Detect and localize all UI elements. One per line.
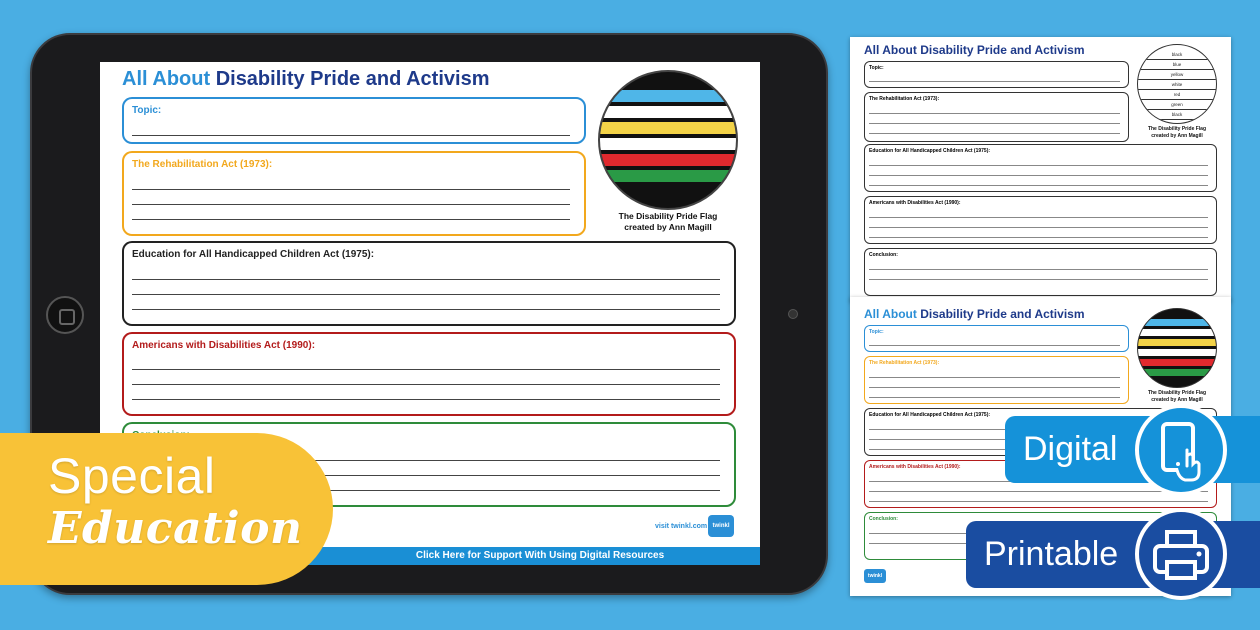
writing-line (869, 217, 1208, 218)
band-label: red (1138, 90, 1216, 100)
special-label: Special (48, 448, 216, 504)
sheet-title-highlight: All About (864, 43, 917, 57)
band-label: black (1138, 110, 1216, 120)
writing-line (132, 204, 570, 205)
writing-line (132, 294, 720, 295)
flag-stripe-yellow (1138, 339, 1216, 346)
ada-box[interactable] (122, 332, 736, 416)
sheet-rehab-box (864, 356, 1129, 404)
disability-pride-flag (598, 70, 738, 210)
sheet-title (864, 307, 1085, 321)
home-button[interactable] (46, 296, 84, 334)
flag-stripe-green (600, 170, 736, 182)
sheet-caption-line2: created by Ann Magill (1151, 397, 1203, 403)
flag-stripe-blue (1138, 319, 1216, 326)
sheet-ada-label: Americans with Disabilities Act (1990): (869, 200, 961, 206)
sheet-conclusion-label: Conclusion: (869, 252, 898, 258)
band-label: white (1138, 80, 1216, 90)
sheet-conclusion-box (864, 248, 1217, 296)
writing-line (869, 185, 1208, 186)
sheet-education-box (864, 144, 1217, 192)
education-act-box[interactable] (122, 241, 736, 326)
education-label: Education (48, 503, 303, 554)
sheet-topic-label: Topic: (869, 65, 884, 71)
title-rest: Disability Pride and Activism (215, 68, 490, 90)
outline-flag (1137, 44, 1217, 124)
sheet-flag-caption (1132, 126, 1222, 140)
education-act-label: Education for All Handicapped Children Act (1975): (132, 249, 375, 260)
flag-stripe-white (1138, 329, 1216, 336)
writing-line (869, 345, 1120, 346)
writing-line (869, 133, 1120, 134)
flag-stripe-white (600, 106, 736, 118)
writing-line (869, 81, 1120, 82)
writing-line (132, 399, 720, 400)
flag-stripe-red (600, 154, 736, 166)
writing-line (132, 369, 720, 370)
sheet-rehab-label: The Rehabilitation Act (1973): (869, 360, 940, 366)
writing-line (132, 279, 720, 280)
flag-caption-line2: created by Ann Magill (624, 222, 712, 232)
flag-caption-line1: The Disability Pride Flag (618, 211, 718, 221)
special-education-badge (0, 433, 333, 585)
worksheet-title (122, 68, 489, 91)
topic-label: Topic: (132, 105, 162, 116)
sheet-topic-label: Topic: (869, 329, 884, 335)
rehab-act-label: The Rehabilitation Act (1973): (132, 159, 273, 170)
flag-stripe-green (1138, 369, 1216, 376)
writing-line (132, 135, 570, 136)
writing-line (869, 123, 1120, 124)
sheet-rehab-box (864, 92, 1129, 142)
sheet-topic-box (864, 325, 1129, 352)
band-label: blue (1138, 60, 1216, 70)
writing-line (869, 397, 1120, 398)
sheet-title (864, 43, 1085, 57)
writing-line (869, 113, 1120, 114)
writing-line (132, 189, 570, 190)
digital-badge[interactable]: Digital (1005, 416, 1260, 483)
writing-line (869, 501, 1208, 502)
sheet-caption-line2: created by Ann Magill (1151, 133, 1203, 139)
mini-pride-flag (1137, 308, 1217, 388)
sheet-caption-line1: The Disability Pride Flag (1147, 390, 1207, 396)
rehab-act-box[interactable] (122, 151, 586, 236)
band-label: green (1138, 100, 1216, 110)
printer-icon (1135, 508, 1227, 600)
writing-line (869, 175, 1208, 176)
support-link-bar[interactable]: Click Here for Support With Using Digital Resources (100, 547, 760, 565)
writing-line (132, 384, 720, 385)
flag-stripe-red (1138, 359, 1216, 366)
sheet-topic-box (864, 61, 1129, 88)
writing-line (869, 269, 1208, 270)
flag-stripe-white (600, 138, 736, 150)
writing-line (869, 165, 1208, 166)
writing-line (869, 237, 1208, 238)
sheet-caption-line1: The Disability Pride Flag (1147, 126, 1207, 132)
sheet-ada-label: Americans with Disabilities Act (1990): (869, 464, 961, 470)
sheet-education-label: Education for All Handicapped Children Act (1975): (869, 412, 991, 418)
flag-stripe-yellow (600, 122, 736, 134)
topic-box[interactable] (122, 97, 586, 144)
sheet-conclusion-label: Conclusion: (869, 516, 898, 522)
flag-stripe-white (1138, 349, 1216, 356)
sheet-education-label: Education for All Handicapped Children Act (1975): (869, 148, 991, 154)
writing-line (869, 387, 1120, 388)
tablet-touch-icon (1135, 404, 1227, 496)
printable-sheet-outline (850, 37, 1231, 302)
ada-label: Americans with Disabilities Act (1990): (132, 340, 316, 351)
band-label: yellow (1138, 70, 1216, 80)
sheet-title-rest: Disability Pride and Activism (920, 307, 1085, 321)
writing-line (869, 279, 1208, 280)
writing-line (132, 219, 570, 220)
band-label: black (1138, 50, 1216, 60)
visit-link[interactable]: visit twinkl.com (655, 523, 708, 530)
sheet-ada-box (864, 196, 1217, 244)
writing-line (132, 309, 720, 310)
sheet-rehab-label: The Rehabilitation Act (1973): (869, 96, 940, 102)
flag-caption (595, 211, 741, 233)
title-highlight: All About (122, 68, 211, 90)
sheet-twinkl-logo: twinkl (864, 569, 886, 583)
printable-badge[interactable]: Printable (966, 521, 1260, 588)
sheet-title-highlight: All About (864, 307, 917, 321)
writing-line (869, 227, 1208, 228)
writing-line (869, 377, 1120, 378)
camera-icon (788, 309, 798, 319)
sheet-flag-caption (1132, 390, 1222, 404)
flag-stripe-blue (600, 90, 736, 102)
sheet-title-rest: Disability Pride and Activism (920, 43, 1085, 57)
twinkl-logo: twinkl (708, 515, 734, 537)
